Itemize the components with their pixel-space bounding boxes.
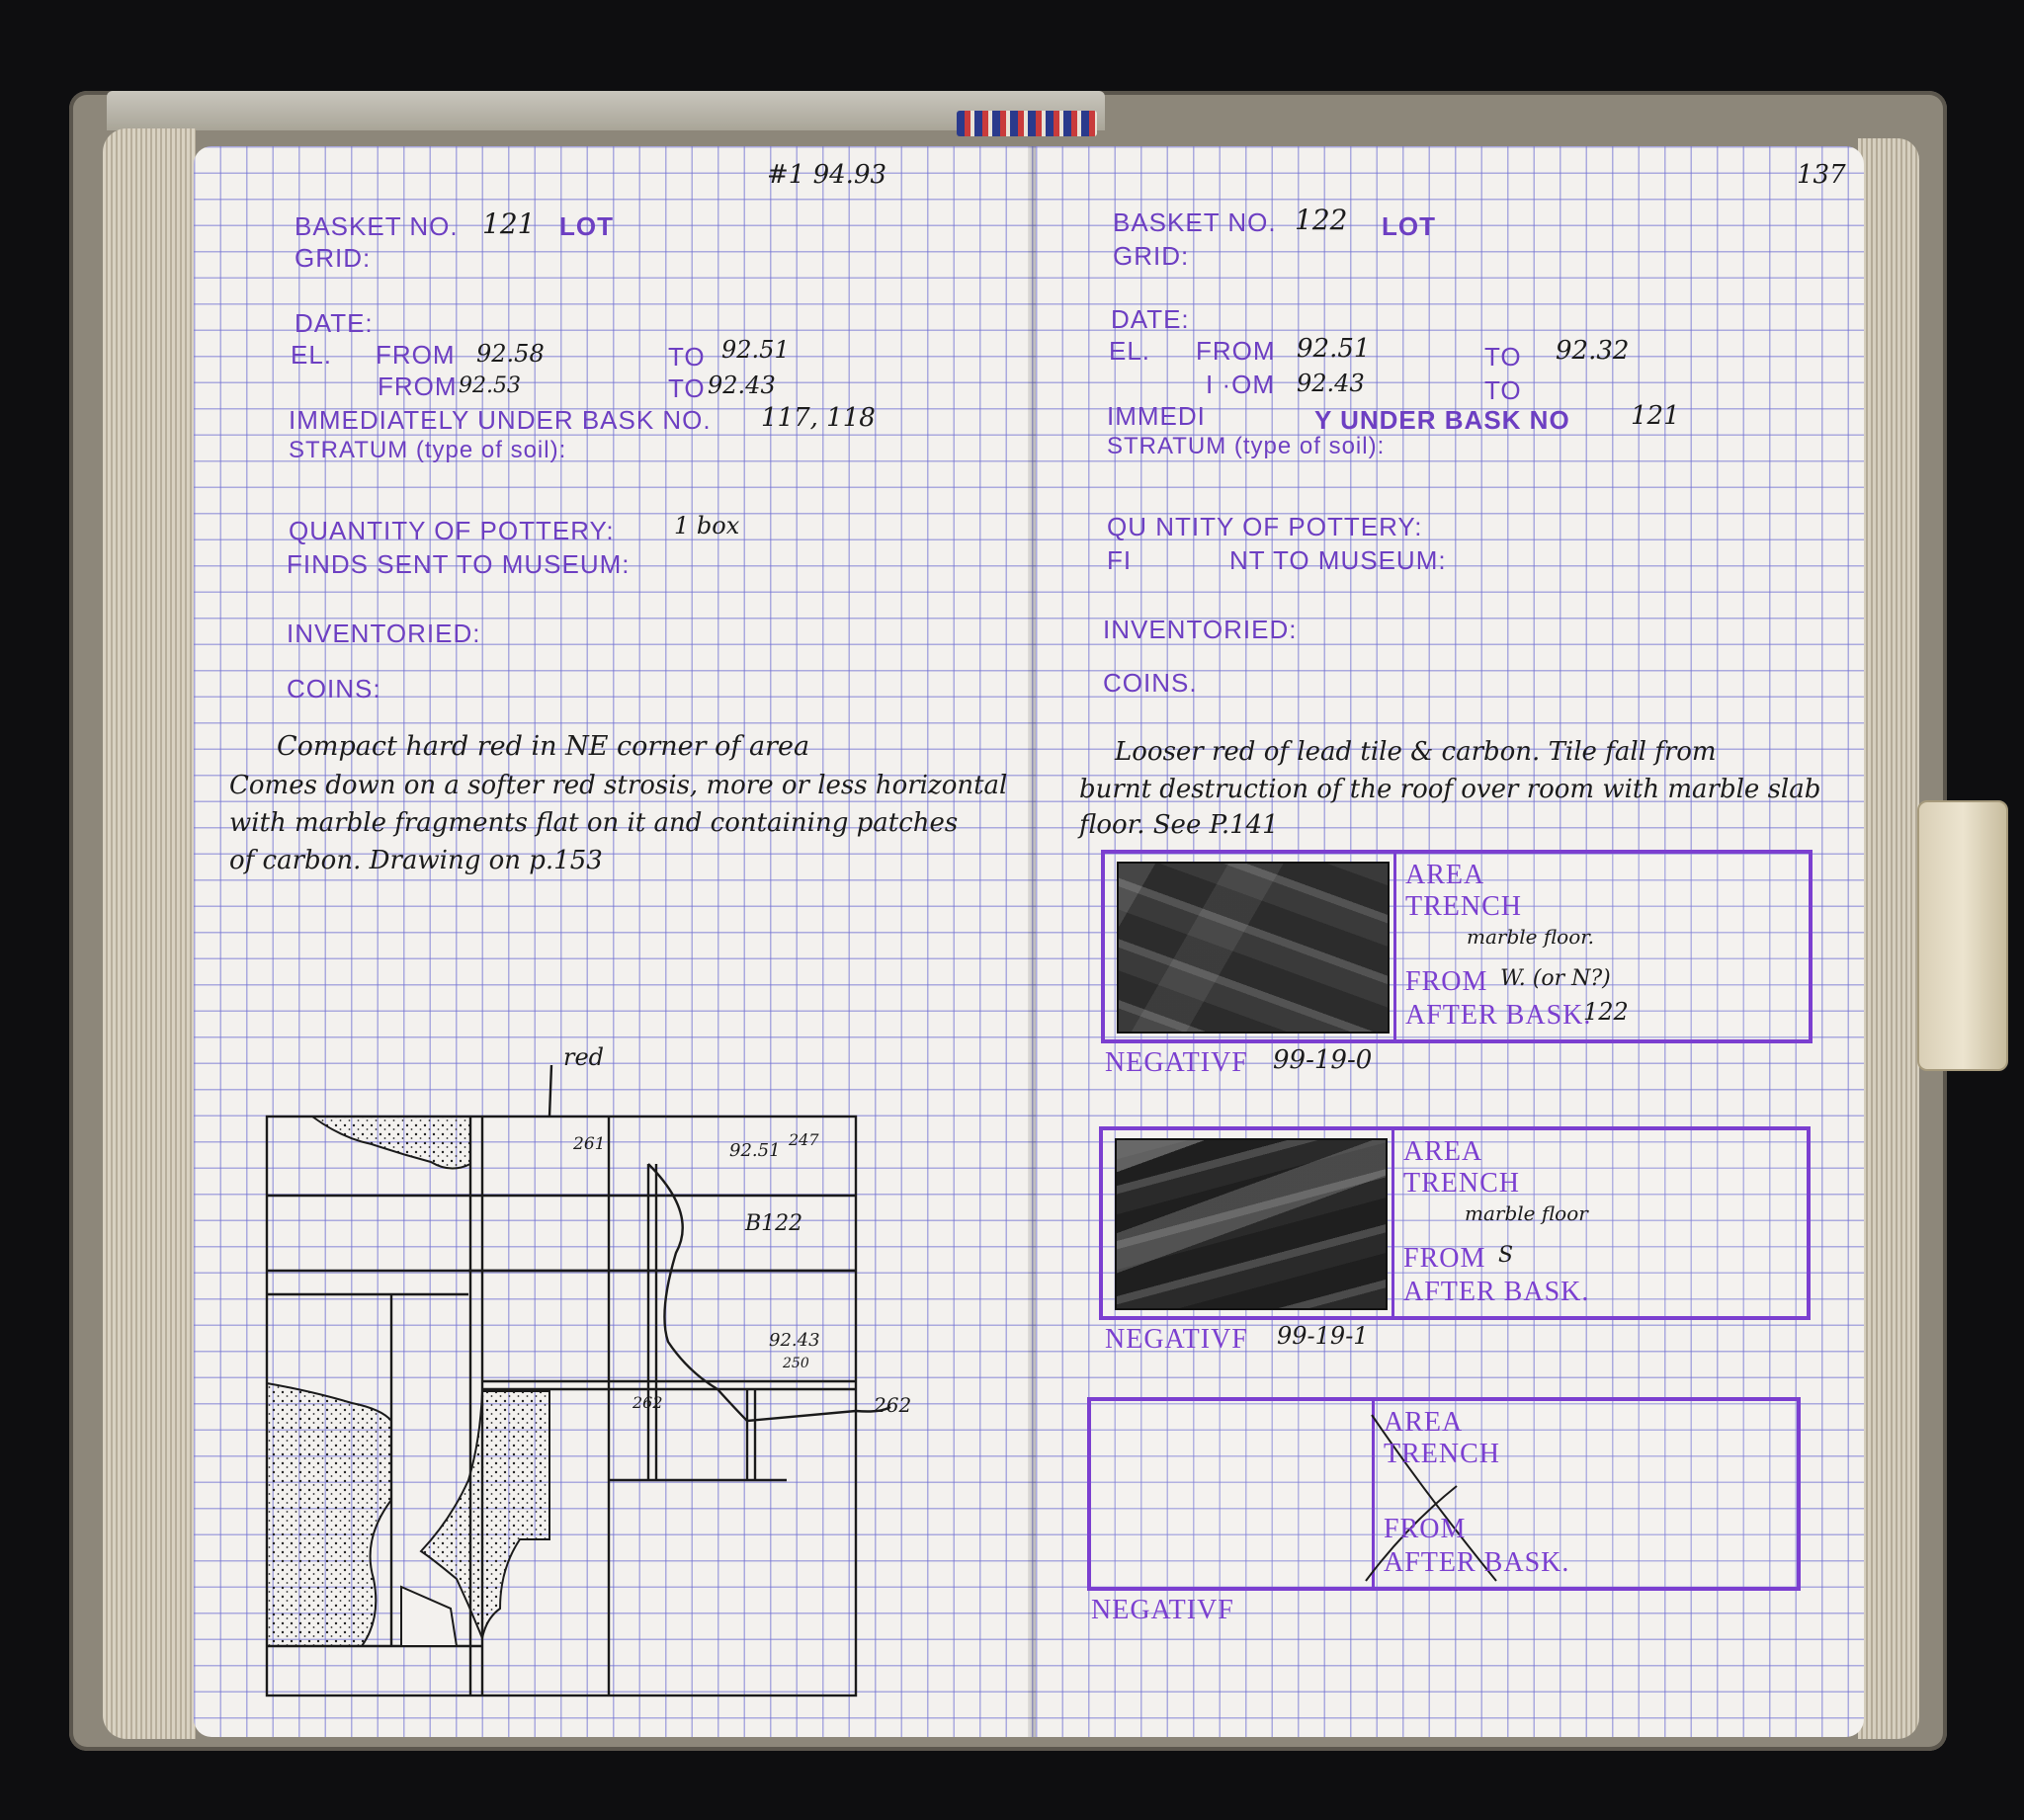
photo-stamp-3 bbox=[1087, 1397, 1801, 1591]
negative-label-2: NEGATIVF bbox=[1105, 1324, 1248, 1355]
el-to-1: 92.32 bbox=[1556, 336, 1630, 366]
stamp-from-label: FROM bbox=[1384, 1514, 1467, 1544]
bleed-through-text bbox=[698, 206, 705, 233]
el-to-2: 92.43 bbox=[708, 372, 776, 399]
under-label: IMMEDIATELY UNDER BASK NO. bbox=[289, 405, 712, 435]
under-label-a: IMMEDI bbox=[1107, 401, 1206, 431]
el-from-2: 92.43 bbox=[1297, 370, 1365, 397]
lot-label: LOT bbox=[559, 211, 614, 241]
stamp-area-label: AREA bbox=[1405, 860, 1485, 890]
under-value: 117, 118 bbox=[761, 403, 876, 433]
finds-label-a: FI bbox=[1107, 545, 1133, 575]
pottery-label: QUANTITY OF POTTERY: bbox=[289, 516, 615, 545]
note-line-2: Comes down on a softer red strosis, more or less horizontal bbox=[229, 771, 1008, 800]
drawing-label-red: red bbox=[563, 1043, 605, 1071]
note-line-3: with marble fragments flat on it and containing patches bbox=[229, 808, 959, 838]
note-line-2: burnt destruction of the roof over room with marble slab bbox=[1079, 775, 1821, 804]
basket-number: 122 bbox=[1295, 204, 1348, 236]
stamp-from-note: W. (or N?) bbox=[1500, 966, 1611, 991]
photo-1 bbox=[1117, 862, 1390, 1034]
drawing-label-b122: B122 bbox=[745, 1211, 803, 1236]
photo-2 bbox=[1115, 1138, 1388, 1310]
under-label-b: Y UNDER BASK NO bbox=[1314, 405, 1570, 435]
inventoried-label: INVENTORIED: bbox=[287, 619, 481, 648]
drawing-label-261: 261 bbox=[573, 1134, 606, 1154]
elastic-strap bbox=[1917, 800, 2008, 1071]
el-from-2: 92.53 bbox=[459, 373, 521, 398]
finds-label-b: NT TO MUSEUM: bbox=[1229, 545, 1447, 575]
lot-label: LOT bbox=[1382, 211, 1436, 241]
stamp-trench-label: TRENCH bbox=[1384, 1439, 1500, 1469]
basket-label: BASKET NO. bbox=[1113, 207, 1277, 237]
el-from-1: 92.58 bbox=[476, 340, 545, 368]
el-from-1: 92.51 bbox=[1297, 334, 1371, 364]
note-line-3: floor. See P.141 bbox=[1079, 810, 1279, 840]
basket-number: 121 bbox=[482, 207, 536, 240]
negative-label-3: NEGATIVF bbox=[1091, 1595, 1234, 1625]
photo-stamp-2 bbox=[1099, 1126, 1811, 1320]
stamp-area-label: AREA bbox=[1384, 1407, 1464, 1438]
top-note: #1 94.93 bbox=[767, 160, 887, 190]
negative-label-1: NEGATIVF bbox=[1105, 1047, 1248, 1078]
to-label-2: TO bbox=[668, 373, 706, 403]
note-line-4: of carbon. Drawing on p.153 bbox=[229, 846, 603, 875]
el-label: EL. bbox=[1109, 336, 1151, 366]
grid-label: GRID: bbox=[295, 243, 372, 273]
date-label: DATE: bbox=[1111, 304, 1190, 334]
stamp-from-note: S bbox=[1498, 1243, 1514, 1268]
stamp-trench-label: TRENCH bbox=[1403, 1168, 1520, 1199]
note-line-1: Looser red of lead tile & carbon. Tile fall from bbox=[1115, 737, 1717, 767]
spine-top-edge bbox=[107, 91, 1105, 130]
to-label-1: TO bbox=[668, 342, 706, 372]
stamp-after-note: 122 bbox=[1583, 998, 1629, 1026]
drawing-label-247: 247 bbox=[789, 1130, 819, 1149]
el-to-1: 92.51 bbox=[721, 336, 790, 364]
stamp-from-label: FROM bbox=[1405, 966, 1488, 997]
left-page-edges bbox=[103, 128, 196, 1739]
finds-label: FINDS SENT TO MUSEUM: bbox=[287, 549, 631, 579]
from-label-2: I ·OM bbox=[1206, 370, 1275, 399]
to-label-2: TO bbox=[1484, 375, 1522, 405]
to-label-1: TO bbox=[1484, 342, 1522, 372]
drawing-label-elev-mid: 92.43 bbox=[769, 1330, 820, 1351]
under-value: 121 bbox=[1631, 401, 1680, 431]
negative-value-2: 99-19-1 bbox=[1277, 1322, 1369, 1350]
pottery-value: 1 box bbox=[674, 512, 740, 539]
stamp-trench-note: marble floor bbox=[1465, 1201, 1588, 1225]
grid-label: GRID: bbox=[1113, 241, 1190, 271]
stratum-label: STRATUM (type of soil): bbox=[1107, 433, 1386, 459]
stamp-divider bbox=[1392, 1130, 1394, 1316]
stamp-divider bbox=[1393, 854, 1396, 1039]
basket-label: BASKET NO. bbox=[295, 211, 459, 241]
coins-label: COINS: bbox=[287, 674, 381, 703]
page-number: 137 bbox=[1797, 160, 1846, 190]
stamp-after-label: AFTER BASK. bbox=[1403, 1277, 1590, 1307]
photo-stamp-1 bbox=[1101, 850, 1813, 1043]
el-label: EL. bbox=[291, 340, 333, 370]
stamp-trench-label: TRENCH bbox=[1405, 891, 1522, 922]
note-line-1: Compact hard red in NE corner of area bbox=[277, 731, 810, 762]
date-label: DATE: bbox=[295, 308, 374, 338]
drawing-label-elev-top: 92.51 bbox=[729, 1140, 781, 1161]
from-label-2: FROM bbox=[378, 372, 458, 401]
drawing-label-262-outer: 262 bbox=[874, 1393, 912, 1417]
coins-label: COINS. bbox=[1103, 668, 1198, 698]
right-page-edges bbox=[1858, 138, 1919, 1739]
stamp-area-label: AREA bbox=[1403, 1136, 1483, 1167]
stratum-label: STRATUM (type of soil): bbox=[289, 437, 567, 463]
right-page bbox=[1036, 146, 1864, 1737]
drawing-label-250: 250 bbox=[783, 1356, 809, 1371]
drawing-label-262-inner: 262 bbox=[632, 1393, 663, 1412]
stamp-trench-note: marble floor. bbox=[1467, 925, 1594, 949]
inventoried-label: INVENTORIED: bbox=[1103, 615, 1298, 644]
negative-value-1: 99-19-0 bbox=[1273, 1045, 1373, 1075]
stamp-from-label: FROM bbox=[1403, 1243, 1486, 1274]
stamp-after-label: AFTER BASK. bbox=[1405, 1000, 1592, 1031]
bookmark-ribbon bbox=[957, 111, 1097, 136]
stamp-after-label: AFTER BASK. bbox=[1384, 1547, 1570, 1578]
pottery-label: QU NTITY OF POTTERY: bbox=[1107, 512, 1423, 541]
from-label-1: FROM bbox=[376, 340, 456, 370]
from-label-1: FROM bbox=[1196, 336, 1276, 366]
left-page bbox=[194, 146, 1036, 1737]
